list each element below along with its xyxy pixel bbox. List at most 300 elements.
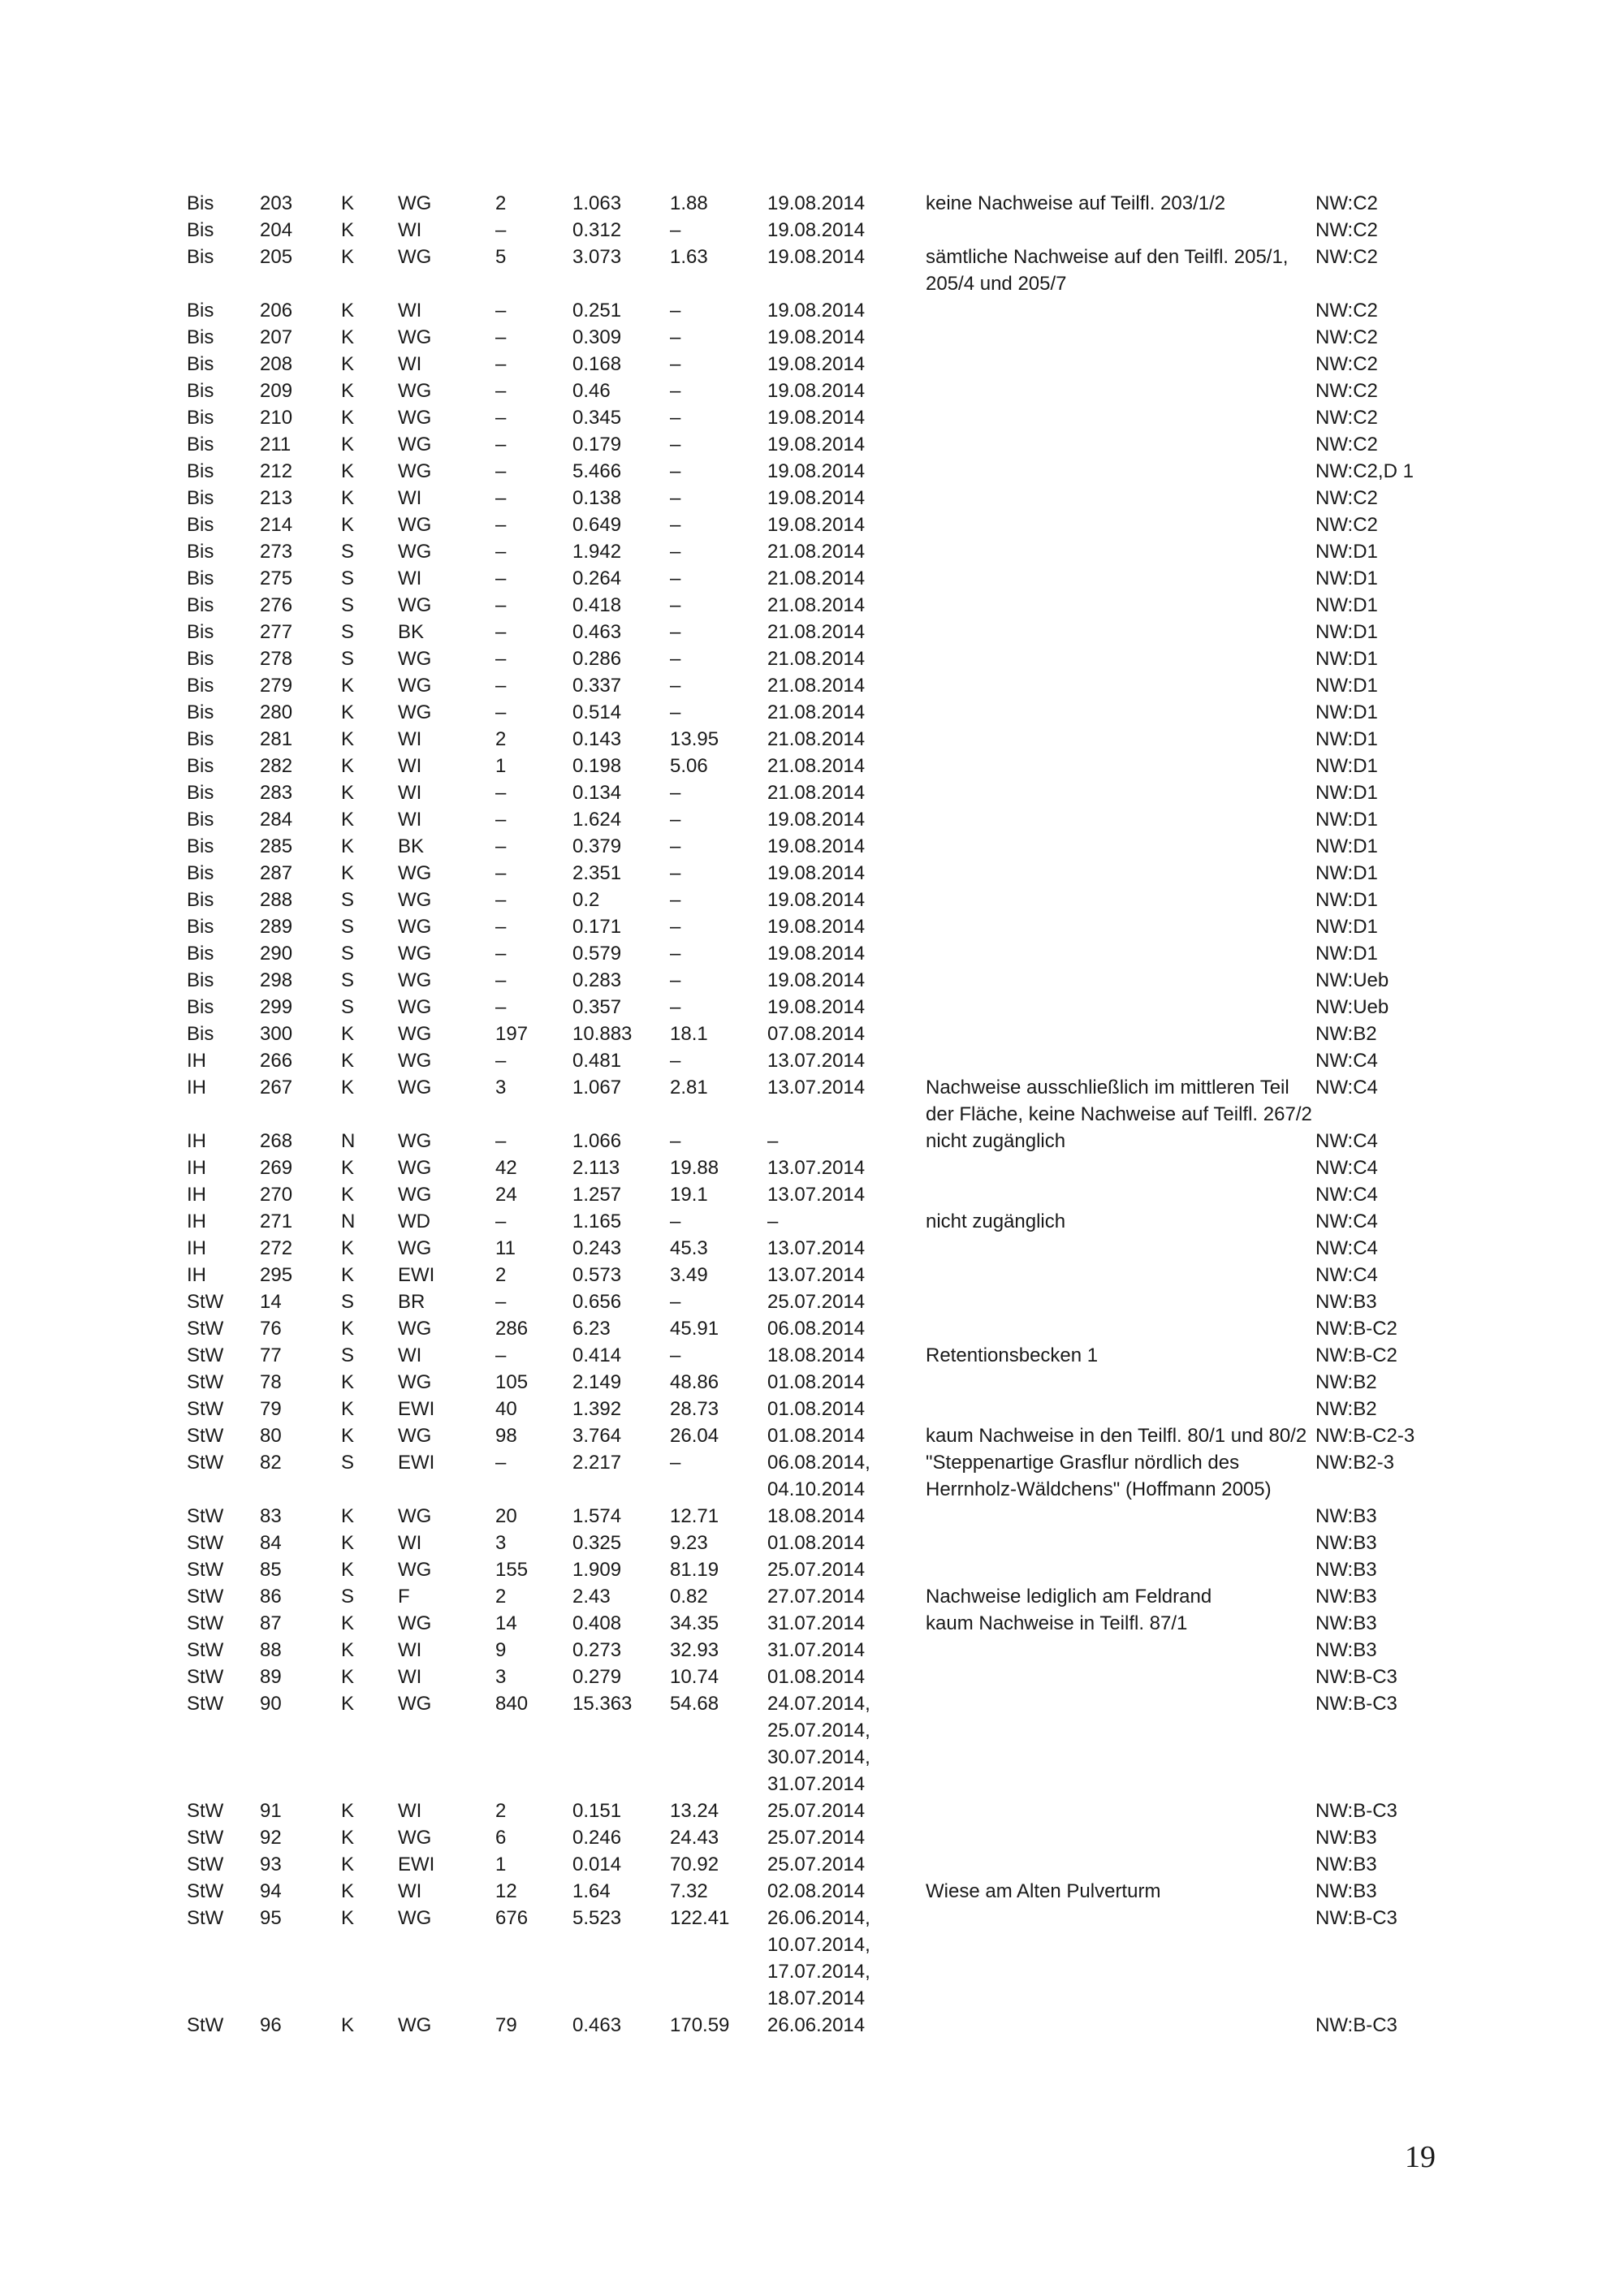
cell-habitat-code: WG xyxy=(398,969,432,991)
cell-plot-number: 283 xyxy=(260,782,293,804)
cell-plot-number: 300 xyxy=(260,1023,293,1045)
cell-nw-code: NW:B-C3 xyxy=(1315,1800,1397,1822)
cell-remark xyxy=(926,1503,1315,1530)
cell-density: – xyxy=(670,568,681,589)
cell-area-ha: 0.168 xyxy=(572,353,622,375)
cell-habitat-code: WG xyxy=(398,541,432,563)
cell-status-code: K xyxy=(341,407,355,429)
cell-status-code: K xyxy=(341,701,355,723)
cell-area-code: Bis xyxy=(187,568,214,589)
cell-survey-date: 21.08.2014 xyxy=(767,701,866,723)
cell-count: – xyxy=(495,594,507,616)
cell-remark xyxy=(926,672,1315,699)
cell-survey-date: 01.08.2014 xyxy=(767,1425,866,1447)
cell-area-code: Bis xyxy=(187,326,214,348)
cell-nw-code: NW:D1 xyxy=(1315,541,1378,563)
cell-plot-number: 85 xyxy=(260,1559,282,1581)
cell-area-ha: 15.363 xyxy=(572,1693,633,1715)
cell-survey-date: 25.07.2014 xyxy=(767,1854,866,1875)
cell-count: – xyxy=(495,1130,507,1152)
cell-area-ha: 0.179 xyxy=(572,434,622,455)
cell-plot-number: 205 xyxy=(260,246,293,268)
cell-area-ha: 2.351 xyxy=(572,862,622,884)
cell-status-code: K xyxy=(341,675,355,697)
cell-plot-number: 90 xyxy=(260,1693,282,1715)
cell-area-ha: 0.309 xyxy=(572,326,622,348)
table-row xyxy=(187,1154,1421,1181)
cell-density: 48.86 xyxy=(670,1371,719,1393)
cell-count: 2 xyxy=(495,1264,507,1286)
cell-status-code: K xyxy=(341,1532,355,1554)
cell-area-ha: 0.2 xyxy=(572,889,600,911)
cell-nw-code: NW:C4 xyxy=(1315,1237,1378,1259)
cell-plot-number: 89 xyxy=(260,1666,282,1688)
cell-area-ha: 0.337 xyxy=(572,675,622,697)
cell-density: 3.49 xyxy=(670,1264,708,1286)
cell-remark xyxy=(926,1824,1315,1851)
table-row xyxy=(187,1798,1421,1824)
cell-nw-code: NW:C2 xyxy=(1315,246,1378,268)
cell-plot-number: 207 xyxy=(260,326,293,348)
cell-plot-number: 209 xyxy=(260,380,293,402)
table-row xyxy=(187,619,1421,645)
cell-density: – xyxy=(670,326,681,348)
cell-density: 1.88 xyxy=(670,192,708,214)
cell-area-ha: 0.246 xyxy=(572,1827,622,1849)
cell-density: – xyxy=(670,1291,681,1313)
cell-area-code: Bis xyxy=(187,835,214,857)
cell-survey-date: 13.07.2014 xyxy=(767,1264,866,1286)
cell-survey-date: 13.07.2014 xyxy=(767,1237,866,1259)
cell-status-code: S xyxy=(341,916,355,938)
cell-density: – xyxy=(670,809,681,831)
cell-nw-code: NW:D1 xyxy=(1315,675,1378,697)
cell-plot-number: 211 xyxy=(260,434,292,455)
cell-status-code: K xyxy=(341,1050,355,1072)
cell-status-code: S xyxy=(341,889,355,911)
cell-area-ha: 1.165 xyxy=(572,1211,622,1232)
cell-nw-code: NW:Ueb xyxy=(1315,996,1389,1018)
cell-habitat-code: WG xyxy=(398,889,432,911)
cell-area-ha: 1.066 xyxy=(572,1130,622,1152)
cell-status-code: S xyxy=(341,1586,355,1608)
cell-status-code: K xyxy=(341,1854,355,1875)
table-row xyxy=(187,1878,1421,1905)
cell-plot-number: 94 xyxy=(260,1880,282,1902)
cell-nw-code: NW:D1 xyxy=(1315,916,1378,938)
cell-plot-number: 79 xyxy=(260,1398,282,1420)
table-row xyxy=(187,1128,1421,1154)
cell-area-code: StW xyxy=(187,1586,224,1608)
cell-plot-number: 285 xyxy=(260,835,293,857)
cell-remark xyxy=(926,1637,1315,1664)
cell-remark xyxy=(926,1154,1315,1181)
cell-density: – xyxy=(670,1050,681,1072)
cell-density: 13.95 xyxy=(670,728,719,750)
cell-area-ha: 0.286 xyxy=(572,648,622,670)
cell-remark: "Steppenartige Grasflur nördlich des Herrnholz-Wäldchens" (Hoffmann 2005) xyxy=(926,1452,1272,1500)
cell-remark xyxy=(926,324,1315,351)
cell-area-code: IH xyxy=(187,1157,206,1179)
cell-status-code: K xyxy=(341,1398,355,1420)
cell-nw-code: NW:C2 xyxy=(1315,219,1378,241)
cell-plot-number: 206 xyxy=(260,300,293,322)
cell-nw-code: NW:C4 xyxy=(1315,1130,1378,1152)
cell-plot-number: 282 xyxy=(260,755,293,777)
cell-plot-number: 212 xyxy=(260,460,293,482)
survey-table xyxy=(187,190,1421,2039)
table-row xyxy=(187,1235,1421,1262)
cell-nw-code: NW:D1 xyxy=(1315,755,1378,777)
cell-survey-date: 19.08.2014 xyxy=(767,380,866,402)
cell-survey-date: 19.08.2014 xyxy=(767,862,866,884)
cell-remark xyxy=(926,2012,1315,2039)
cell-area-ha: 0.579 xyxy=(572,943,622,965)
cell-plot-number: 281 xyxy=(260,728,293,750)
cell-survey-date: 19.08.2014 xyxy=(767,835,866,857)
cell-habitat-code: WG xyxy=(398,1505,432,1527)
cell-count: – xyxy=(495,1211,507,1232)
cell-area-ha: 2.217 xyxy=(572,1452,622,1474)
cell-remark xyxy=(926,297,1315,324)
cell-habitat-code: WG xyxy=(398,1907,432,1929)
cell-status-code: K xyxy=(341,1693,355,1715)
cell-survey-date: 19.08.2014 xyxy=(767,407,866,429)
cell-status-code: K xyxy=(341,1371,355,1393)
cell-status-code: K xyxy=(341,1880,355,1902)
table-row xyxy=(187,1556,1421,1583)
table-row xyxy=(187,1664,1421,1690)
table-row xyxy=(187,2012,1421,2039)
cell-status-code: K xyxy=(341,728,355,750)
table-row xyxy=(187,860,1421,887)
cell-area-ha: 0.481 xyxy=(572,1050,622,1072)
cell-remark xyxy=(926,1235,1315,1262)
cell-remark xyxy=(926,1021,1315,1047)
cell-survey-date: 31.07.2014 xyxy=(767,1639,866,1661)
cell-nw-code: NW:D1 xyxy=(1315,568,1378,589)
cell-plot-number: 86 xyxy=(260,1586,282,1608)
cell-count: – xyxy=(495,460,507,482)
cell-remark: nicht zugänglich xyxy=(926,1130,1066,1152)
cell-count: 6 xyxy=(495,1827,507,1849)
cell-habitat-code: EWI xyxy=(398,1398,435,1420)
cell-area-ha: 0.414 xyxy=(572,1344,622,1366)
cell-habitat-code: WI xyxy=(398,353,422,375)
cell-count: – xyxy=(495,1344,507,1366)
table-row xyxy=(187,1315,1421,1342)
cell-status-code: K xyxy=(341,192,355,214)
table-row xyxy=(187,1047,1421,1074)
cell-area-ha: 1.909 xyxy=(572,1559,622,1581)
cell-status-code: K xyxy=(341,1425,355,1447)
cell-density: – xyxy=(670,514,681,536)
cell-density: – xyxy=(670,1211,681,1232)
cell-count: 40 xyxy=(495,1398,517,1420)
cell-remark xyxy=(926,753,1315,779)
cell-density: – xyxy=(670,434,681,455)
cell-status-code: K xyxy=(341,1639,355,1661)
cell-remark xyxy=(926,887,1315,913)
cell-count: 105 xyxy=(495,1371,529,1393)
cell-area-code: Bis xyxy=(187,380,214,402)
cell-status-code: S xyxy=(341,1291,355,1313)
table-row xyxy=(187,217,1421,244)
cell-remark xyxy=(926,1690,1315,1798)
cell-remark xyxy=(926,404,1315,431)
table-row xyxy=(187,1288,1421,1315)
cell-area-code: StW xyxy=(187,1452,224,1474)
cell-remark: Wiese am Alten Pulverturm xyxy=(926,1880,1161,1902)
cell-survey-date: 13.07.2014 xyxy=(767,1157,866,1179)
cell-habitat-code: BK xyxy=(398,621,425,643)
cell-plot-number: 290 xyxy=(260,943,293,965)
cell-survey-date: 21.08.2014 xyxy=(767,728,866,750)
cell-remark xyxy=(926,1181,1315,1208)
cell-remark xyxy=(926,592,1315,619)
cell-area-ha: 3.073 xyxy=(572,246,622,268)
cell-plot-number: 88 xyxy=(260,1639,282,1661)
cell-status-code: K xyxy=(341,1184,355,1206)
table-row xyxy=(187,1262,1421,1288)
cell-survey-date: 13.07.2014 xyxy=(767,1077,866,1098)
cell-survey-date: 06.08.2014 xyxy=(767,1318,866,1340)
cell-survey-date: 21.08.2014 xyxy=(767,782,866,804)
cell-density: 122.41 xyxy=(670,1907,730,1929)
cell-area-ha: 1.574 xyxy=(572,1505,622,1527)
cell-area-ha: 0.151 xyxy=(572,1800,622,1822)
table-row xyxy=(187,1690,1421,1798)
cell-area-code: Bis xyxy=(187,460,214,482)
cell-remark xyxy=(926,1288,1315,1315)
cell-survey-date: 21.08.2014 xyxy=(767,621,866,643)
cell-count: 155 xyxy=(495,1559,529,1581)
cell-count: 5 xyxy=(495,246,507,268)
table-row xyxy=(187,806,1421,833)
cell-density: – xyxy=(670,353,681,375)
cell-count: 3 xyxy=(495,1077,507,1098)
cell-remark: kaum Nachweise in den Teilfl. 80/1 und 80/2 xyxy=(926,1425,1307,1447)
cell-density: – xyxy=(670,675,681,697)
cell-area-ha: 1.64 xyxy=(572,1880,611,1902)
cell-density: – xyxy=(670,1344,681,1366)
cell-survey-date: 27.07.2014 xyxy=(767,1586,866,1608)
cell-area-ha: 0.573 xyxy=(572,1264,622,1286)
cell-area-code: Bis xyxy=(187,246,214,268)
table-row xyxy=(187,1583,1421,1610)
cell-count: – xyxy=(495,943,507,965)
cell-habitat-code: WG xyxy=(398,1077,432,1098)
cell-plot-number: 92 xyxy=(260,1827,282,1849)
cell-area-code: Bis xyxy=(187,487,214,509)
cell-density: – xyxy=(670,996,681,1018)
cell-area-code: StW xyxy=(187,1693,224,1715)
cell-remark xyxy=(926,431,1315,458)
cell-density: 19.88 xyxy=(670,1157,719,1179)
cell-status-code: K xyxy=(341,300,355,322)
cell-plot-number: 210 xyxy=(260,407,293,429)
cell-status-code: K xyxy=(341,460,355,482)
cell-habitat-code: WG xyxy=(398,943,432,965)
cell-area-ha: 0.46 xyxy=(572,380,611,402)
cell-density: – xyxy=(670,862,681,884)
cell-nw-code: NW:B2 xyxy=(1315,1023,1377,1045)
cell-area-code: Bis xyxy=(187,782,214,804)
cell-area-code: Bis xyxy=(187,969,214,991)
cell-count: – xyxy=(495,353,507,375)
cell-density: 18.1 xyxy=(670,1023,708,1045)
cell-remark xyxy=(926,1905,1315,2012)
table-row xyxy=(187,913,1421,940)
cell-remark xyxy=(926,913,1315,940)
cell-area-ha: 5.523 xyxy=(572,1907,622,1929)
cell-area-ha: 0.198 xyxy=(572,755,622,777)
table-row xyxy=(187,458,1421,485)
cell-area-code: IH xyxy=(187,1237,206,1259)
cell-survey-date: – xyxy=(767,1130,779,1152)
cell-nw-code: NW:B2-3 xyxy=(1315,1452,1394,1474)
table-row xyxy=(187,833,1421,860)
cell-status-code: S xyxy=(341,1344,355,1366)
cell-remark xyxy=(926,645,1315,672)
cell-area-code: Bis xyxy=(187,889,214,911)
cell-remark xyxy=(926,940,1315,967)
cell-habitat-code: WD xyxy=(398,1211,430,1232)
cell-nw-code: NW:D1 xyxy=(1315,862,1378,884)
cell-count: – xyxy=(495,969,507,991)
page-number: 19 xyxy=(1405,2140,1436,2174)
cell-status-code: K xyxy=(341,1666,355,1688)
table-row xyxy=(187,994,1421,1021)
cell-habitat-code: WI xyxy=(398,1666,422,1688)
cell-plot-number: 96 xyxy=(260,2014,282,2036)
cell-survey-date: 26.06.2014, 10.07.2014, 17.07.2014, 18.07.2014 xyxy=(767,1907,870,2009)
cell-count: 9 xyxy=(495,1639,507,1661)
cell-plot-number: 272 xyxy=(260,1237,293,1259)
cell-status-code: K xyxy=(341,380,355,402)
cell-habitat-code: WG xyxy=(398,1425,432,1447)
cell-density: 19.1 xyxy=(670,1184,708,1206)
cell-nw-code: NW:C2 xyxy=(1315,434,1378,455)
cell-area-code: StW xyxy=(187,1800,224,1822)
cell-area-ha: 0.325 xyxy=(572,1532,622,1554)
cell-area-code: Bis xyxy=(187,407,214,429)
cell-habitat-code: WG xyxy=(398,862,432,884)
cell-area-ha: 0.014 xyxy=(572,1854,622,1875)
cell-density: 45.91 xyxy=(670,1318,719,1340)
table-row xyxy=(187,726,1421,753)
cell-count: 3 xyxy=(495,1532,507,1554)
cell-area-code: IH xyxy=(187,1184,206,1206)
table-row xyxy=(187,940,1421,967)
cell-remark xyxy=(926,967,1315,994)
cell-area-code: IH xyxy=(187,1130,206,1152)
table-row xyxy=(187,511,1421,538)
cell-plot-number: 83 xyxy=(260,1505,282,1527)
cell-nw-code: NW:B3 xyxy=(1315,1559,1377,1581)
cell-survey-date: – xyxy=(767,1211,779,1232)
cell-habitat-code: WI xyxy=(398,1344,422,1366)
cell-count: 3 xyxy=(495,1666,507,1688)
cell-area-ha: 0.273 xyxy=(572,1639,622,1661)
cell-nw-code: NW:C2 xyxy=(1315,514,1378,536)
cell-count: 676 xyxy=(495,1907,529,1929)
cell-remark xyxy=(926,565,1315,592)
cell-plot-number: 287 xyxy=(260,862,293,884)
cell-remark xyxy=(926,726,1315,753)
cell-area-code: StW xyxy=(187,1425,224,1447)
cell-count: 1 xyxy=(495,755,507,777)
cell-habitat-code: WG xyxy=(398,1371,432,1393)
cell-plot-number: 208 xyxy=(260,353,293,375)
cell-habitat-code: WI xyxy=(398,755,422,777)
cell-area-ha: 0.463 xyxy=(572,621,622,643)
cell-area-code: StW xyxy=(187,1639,224,1661)
cell-status-code: K xyxy=(341,809,355,831)
cell-status-code: K xyxy=(341,1318,355,1340)
cell-nw-code: NW:B-C2-3 xyxy=(1315,1425,1415,1447)
cell-nw-code: NW:D1 xyxy=(1315,728,1378,750)
cell-area-code: Bis xyxy=(187,541,214,563)
cell-density: – xyxy=(670,1130,681,1152)
cell-density: 54.68 xyxy=(670,1693,719,1715)
table-row xyxy=(187,699,1421,726)
cell-status-code: K xyxy=(341,1827,355,1849)
cell-count: 12 xyxy=(495,1880,517,1902)
cell-area-code: Bis xyxy=(187,996,214,1018)
cell-plot-number: 214 xyxy=(260,514,293,536)
cell-count: – xyxy=(495,1452,507,1474)
cell-remark xyxy=(926,699,1315,726)
cell-area-code: StW xyxy=(187,1880,224,1902)
cell-area-ha: 0.312 xyxy=(572,219,622,241)
cell-survey-date: 24.07.2014, 25.07.2014, 30.07.2014, 31.07.2014 xyxy=(767,1693,870,1795)
cell-density: 12.71 xyxy=(670,1505,719,1527)
cell-plot-number: 204 xyxy=(260,219,293,241)
table-row xyxy=(187,1208,1421,1235)
cell-area-code: StW xyxy=(187,1398,224,1420)
cell-plot-number: 277 xyxy=(260,621,293,643)
cell-area-ha: 0.408 xyxy=(572,1612,622,1634)
cell-plot-number: 289 xyxy=(260,916,293,938)
cell-remark xyxy=(926,994,1315,1021)
cell-plot-number: 266 xyxy=(260,1050,293,1072)
cell-plot-number: 77 xyxy=(260,1344,282,1366)
cell-nw-code: NW:C4 xyxy=(1315,1077,1378,1098)
cell-count: 2 xyxy=(495,728,507,750)
cell-nw-code: NW:C2,D 1 xyxy=(1315,460,1414,482)
cell-habitat-code: WG xyxy=(398,996,432,1018)
table-row xyxy=(187,1851,1421,1878)
cell-habitat-code: WG xyxy=(398,1130,432,1152)
cell-density: 45.3 xyxy=(670,1237,708,1259)
cell-habitat-code: BR xyxy=(398,1291,425,1313)
cell-area-code: Bis xyxy=(187,728,214,750)
cell-survey-date: 06.08.2014, 04.10.2014 xyxy=(767,1452,870,1500)
table-row xyxy=(187,887,1421,913)
cell-plot-number: 288 xyxy=(260,889,293,911)
cell-area-code: StW xyxy=(187,1344,224,1366)
cell-remark xyxy=(926,1556,1315,1583)
cell-plot-number: 278 xyxy=(260,648,293,670)
cell-nw-code: NW:C2 xyxy=(1315,487,1378,509)
cell-survey-date: 19.08.2014 xyxy=(767,219,866,241)
cell-count: – xyxy=(495,407,507,429)
cell-status-code: S xyxy=(341,648,355,670)
cell-area-code: Bis xyxy=(187,701,214,723)
cell-count: – xyxy=(495,434,507,455)
cell-area-ha: 3.764 xyxy=(572,1425,622,1447)
